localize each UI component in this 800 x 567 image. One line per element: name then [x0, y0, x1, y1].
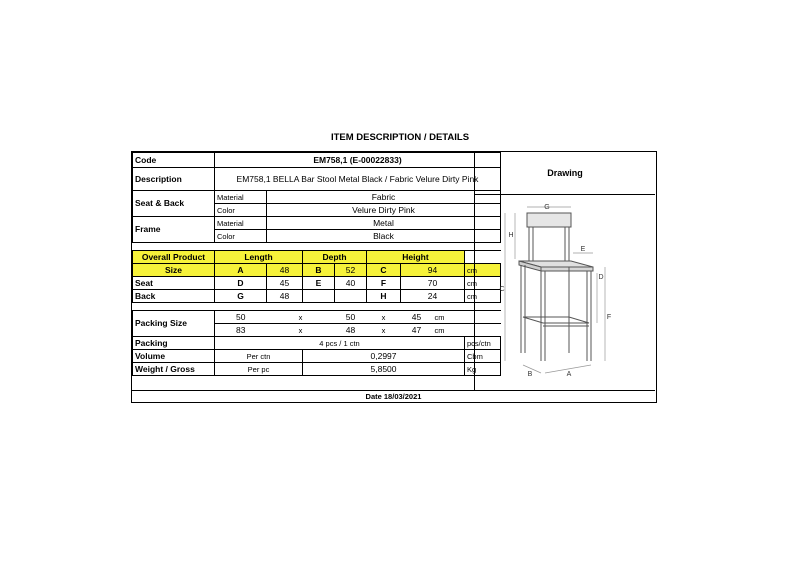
- seat-label: Seat: [133, 277, 215, 290]
- label-b: B: [527, 371, 533, 378]
- pack-1-x2: x: [367, 311, 401, 324]
- dimension-lines: [505, 207, 605, 373]
- back-dims-row: [133, 290, 501, 303]
- label-c: C: [499, 286, 505, 293]
- pack-1-width: 50: [335, 311, 367, 324]
- dim-c-value: 94: [401, 264, 465, 277]
- drawing-panel: [474, 152, 655, 390]
- packing-unit: pcs/ctn: [465, 337, 501, 350]
- packing-label: Packing: [133, 337, 215, 350]
- date-footer: Date 18/03/2021: [132, 390, 655, 402]
- seat-back-label: Seat & Back: [133, 191, 215, 217]
- pack-2-height: 47: [401, 324, 433, 337]
- pack-1-length: 50: [215, 311, 267, 324]
- pack-2-length: 83: [215, 324, 267, 337]
- frame-material-row: [133, 217, 501, 230]
- seat-unit: cm: [465, 277, 501, 290]
- seat-back-color-label: Color: [215, 204, 267, 217]
- frame-label: Frame: [133, 217, 215, 243]
- seat-back-material-row: [133, 191, 501, 204]
- pack-1-unit: cm: [433, 311, 465, 324]
- height-header: Height: [367, 251, 465, 264]
- spacer-row: [133, 243, 501, 251]
- code-label: Code: [133, 153, 215, 168]
- drawing-area: [475, 195, 655, 390]
- description-label: Description: [133, 168, 215, 191]
- spec-sheet: [131, 151, 657, 403]
- pack-2-width: 48: [335, 324, 367, 337]
- description-value: EM758,1 BELLA Bar Stool Metal Black / Fabric Velure Dirty Pink: [215, 168, 501, 191]
- overall-size-row: [133, 264, 501, 277]
- label-a: A: [566, 371, 572, 378]
- page-title: ITEM DESCRIPTION / DETAILS: [330, 132, 470, 143]
- pack-2-unit: cm: [433, 324, 465, 337]
- weight-value: 5,8500: [303, 363, 465, 376]
- weight-per: Per pc: [215, 363, 303, 376]
- dim-g-value: 48: [267, 290, 303, 303]
- frame-color-label: Color: [215, 230, 267, 243]
- label-g: G: [544, 204, 550, 211]
- seat-back-material: Fabric: [267, 191, 501, 204]
- spec-table: [132, 152, 501, 376]
- volume-unit: Cbm: [465, 350, 501, 363]
- volume-row: [133, 350, 501, 363]
- description-row: [133, 168, 501, 191]
- overall-size-label-2: Size: [133, 264, 215, 277]
- dim-e-value: 40: [335, 277, 367, 290]
- overall-unit: cm: [465, 264, 501, 277]
- dim-b-letter: B: [303, 264, 335, 277]
- dim-a-value: 48: [267, 264, 303, 277]
- code-row: [133, 153, 501, 168]
- back-unit: cm: [465, 290, 501, 303]
- dim-d-letter: D: [215, 277, 267, 290]
- pack-1-height: 45: [401, 311, 433, 324]
- backrest: [527, 213, 571, 227]
- weight-unit: Kg: [465, 363, 501, 376]
- dim-f-letter: F: [367, 277, 401, 290]
- dim-g-letter: G: [215, 290, 267, 303]
- weight-row: [133, 363, 501, 376]
- dim-f-value: 70: [401, 277, 465, 290]
- label-e: E: [580, 246, 586, 253]
- depth-header: Depth: [303, 251, 367, 264]
- drawing-label: Drawing: [475, 152, 655, 195]
- dim-a-letter: A: [215, 264, 267, 277]
- label-d: D: [598, 274, 604, 281]
- dim-e-letter: E: [303, 277, 335, 290]
- pack-1-x1: x: [267, 311, 335, 324]
- seat-dims-row: [133, 277, 501, 290]
- packing-row: [133, 337, 501, 350]
- overall-size-label-1: Overall Product: [133, 251, 215, 264]
- volume-value: 0,2997: [303, 350, 465, 363]
- frame-color: Black: [267, 230, 501, 243]
- volume-per: Per ctn: [215, 350, 303, 363]
- footrest: [523, 317, 589, 323]
- pack-2-x2: x: [367, 324, 401, 337]
- packing-size-label: Packing Size: [133, 311, 215, 337]
- spacer-row-2: [133, 303, 501, 311]
- volume-label: Volume: [133, 350, 215, 363]
- seat-back-material-label: Material: [215, 191, 267, 204]
- pack-2-x1: x: [267, 324, 335, 337]
- frame-material: Metal: [267, 217, 501, 230]
- frame-material-label: Material: [215, 217, 267, 230]
- label-h: H: [508, 232, 514, 239]
- label-f: F: [606, 314, 612, 321]
- dims-header-row: [133, 251, 501, 264]
- dim-b-value: 52: [335, 264, 367, 277]
- dim-c-letter: C: [367, 264, 401, 277]
- weight-label: Weight / Gross: [133, 363, 215, 376]
- length-header: Length: [215, 251, 303, 264]
- packing-value: 4 pcs / 1 ctn: [215, 337, 465, 350]
- dim-h-letter: H: [367, 290, 401, 303]
- dim-d-value: 45: [267, 277, 303, 290]
- seat-back-color: Velure Dirty Pink: [267, 204, 501, 217]
- code-value: EM758,1 (E-00022833): [215, 153, 501, 168]
- bar-stool-drawing: [475, 195, 655, 390]
- packing-size-row-1: [133, 311, 501, 324]
- dim-h-value: 24: [401, 290, 465, 303]
- stool-outline: [519, 213, 593, 361]
- back-label: Back: [133, 290, 215, 303]
